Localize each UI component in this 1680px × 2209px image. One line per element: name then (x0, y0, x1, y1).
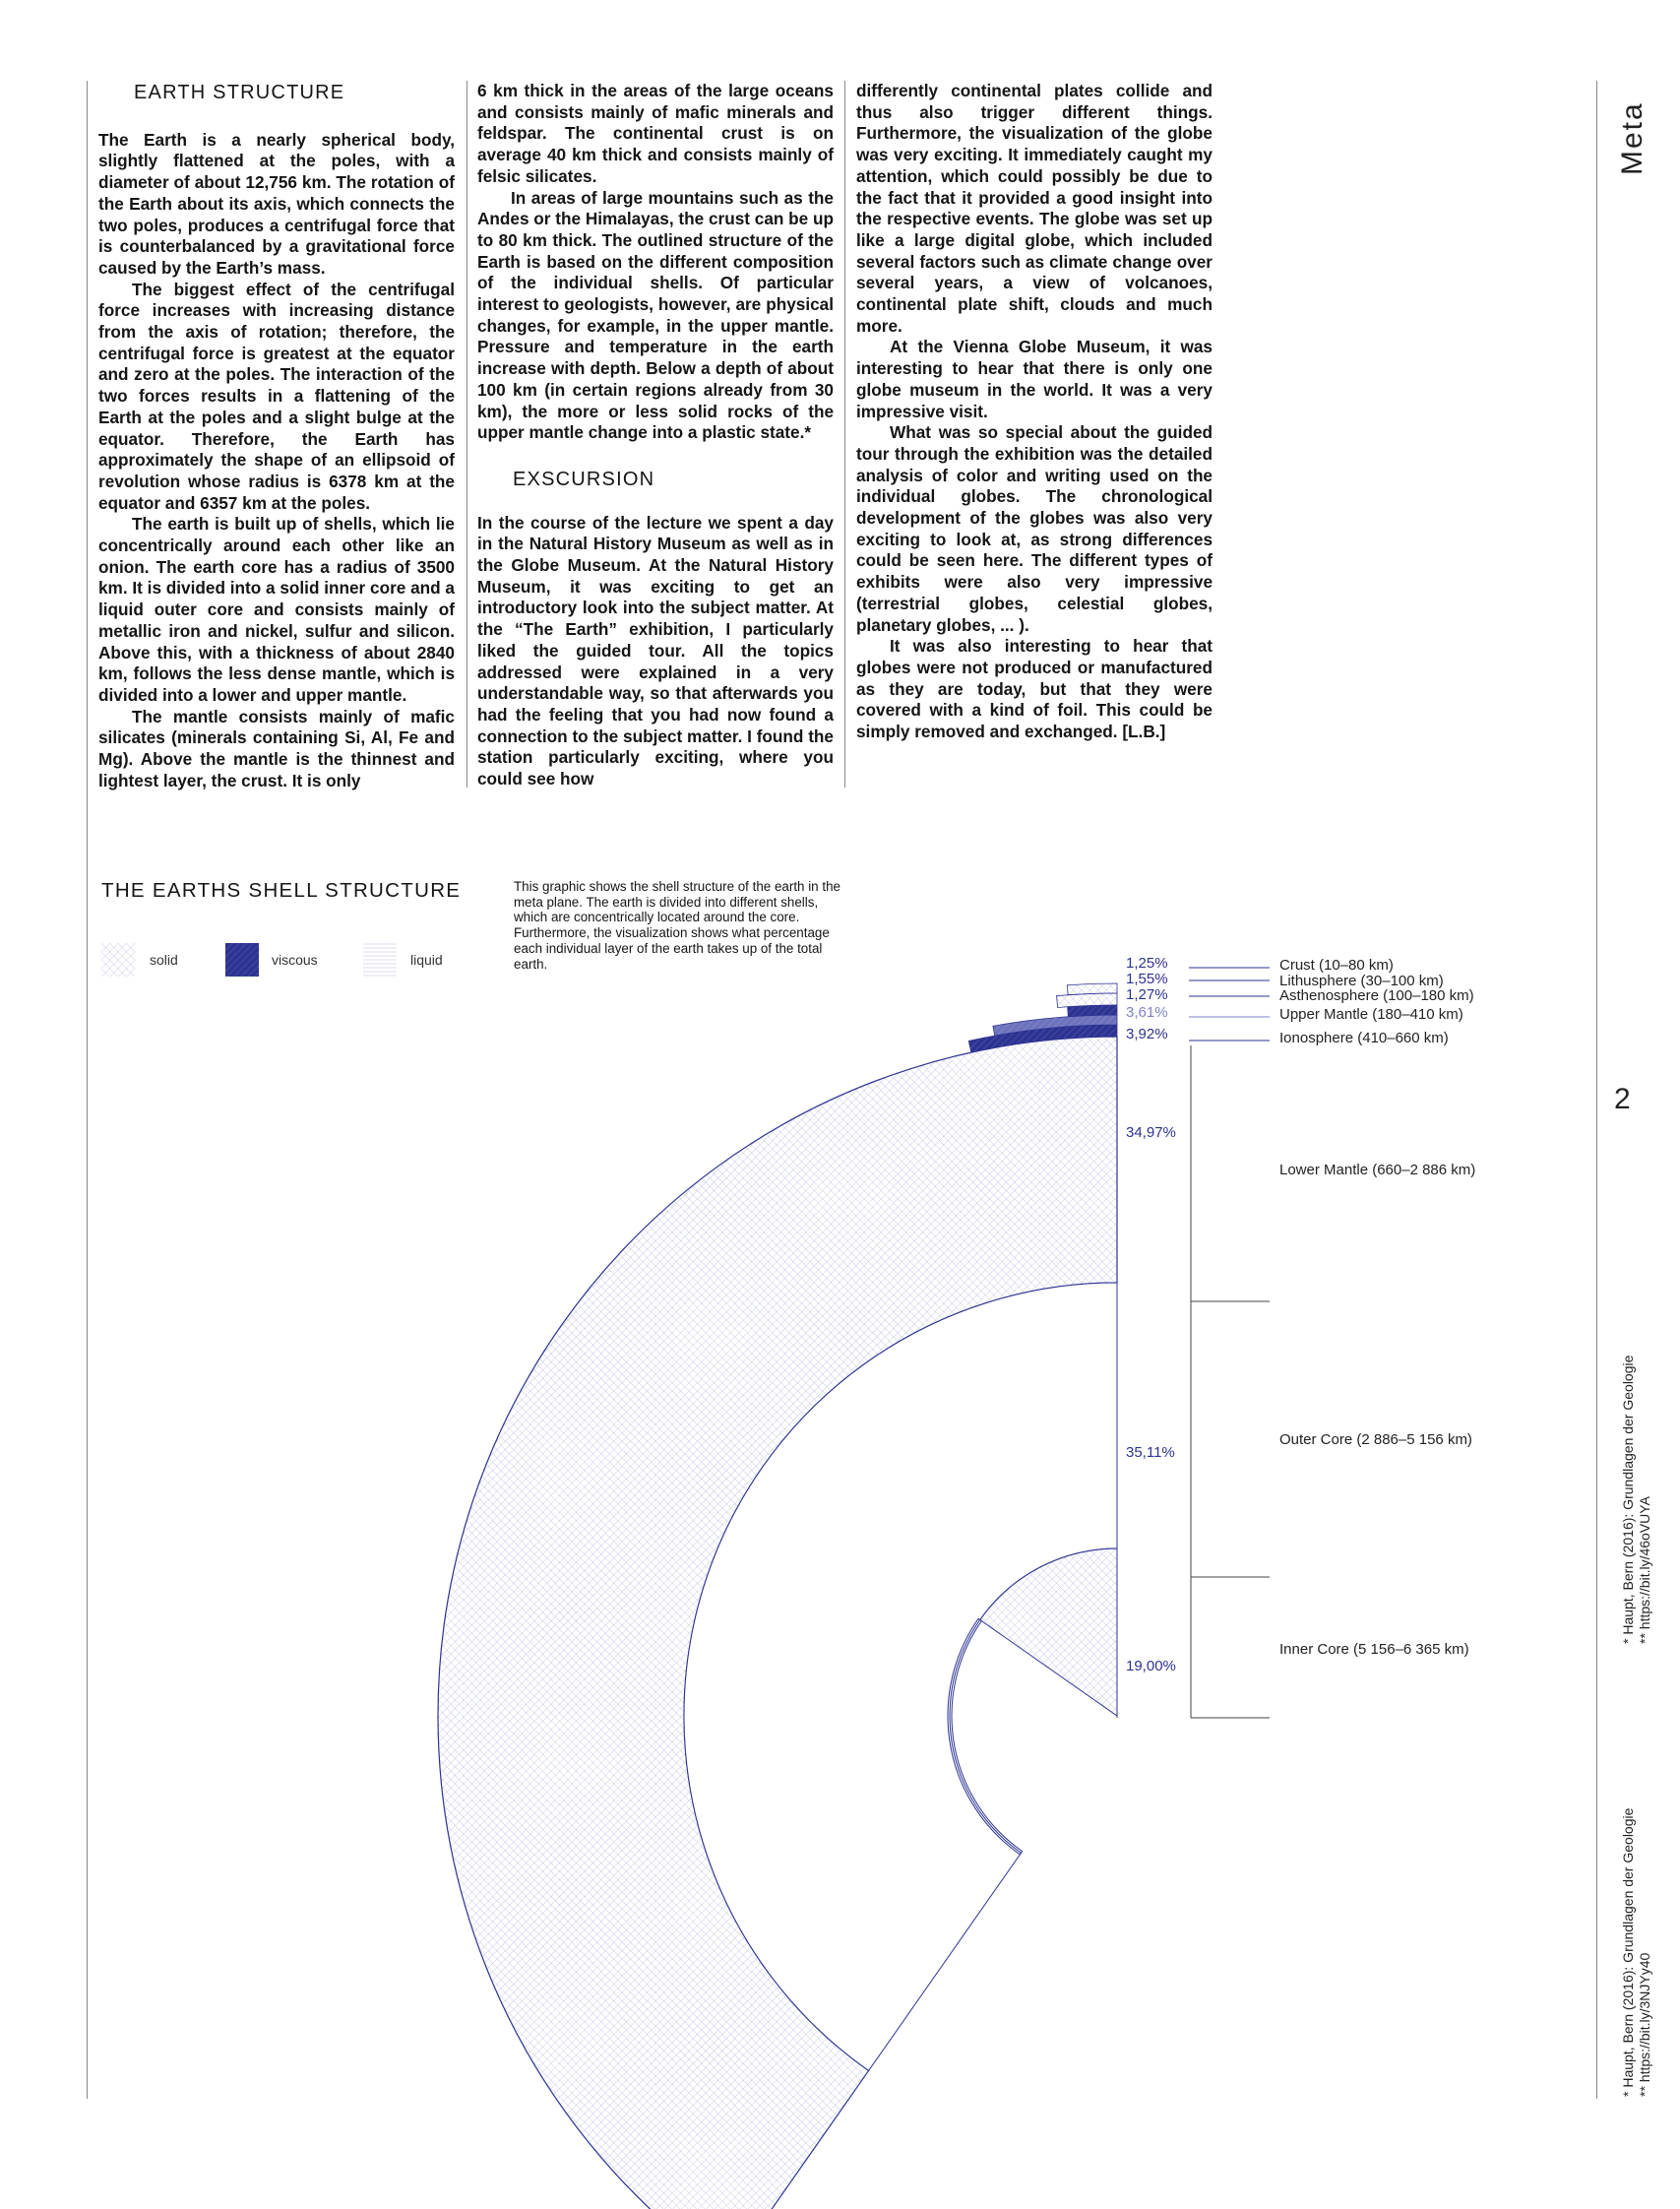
layer-name-label: Asthenosphere (100–180 km) (1279, 987, 1474, 1004)
paragraph: 6 km thick in the areas of the large oceans and consists mainly of mafic minerals and feldspar. The continental crust is on average 40 km thick and consists mainly of felsic silicates. (477, 81, 834, 186)
layer-name-label: Crust (10–80 km) (1279, 957, 1394, 974)
shell-crust (1067, 983, 1117, 995)
footnote: ** https://bit.ly/3NJYy40 (1637, 1952, 1652, 2097)
paragraph: In the course of the lecture we spent a day in the Natural History Museum as well as in the Globe Museum. At the Natural History Museum, it was exciting to get an introductory look into the subject matter. At the “The Earth” exhibition, I particularly liked the guided tour. All the topics addressed were explained in a very understandable way, so that afterwards you had the feeling that you had now found a connection to the subject matter. I found the station particularly exciting, where you could see how (477, 512, 834, 789)
layer-percent-label: 1,55% (1126, 971, 1168, 987)
layer-name-label: Inner Core (5 156–6 365 km) (1279, 1641, 1469, 1658)
layer-name-label: Lower Mantle (660–2 886 km) (1279, 1162, 1476, 1178)
paragraph: It was also interesting to hear that globes were not produced or manufactured as they are today, but that they were covered with a kind of foil. This could be simply removed and exchanged. [L.B.] (856, 636, 1213, 742)
legend-label-liquid: liquid (410, 952, 443, 968)
paragraph: The Earth is a nearly spherical body, slightly flattened at the poles, with a diameter of about 12,756 km. The rotation of the Earth about its axis, which connects the two poles, produces a centrifugal force that is counterbalanced by a gravitational force caused by the Earth’s mass. (98, 129, 455, 278)
graphic-title: THE EARTHS SHELL STRUCTURE (101, 879, 462, 902)
paragraph: In areas of large mountains such as the Andes or the Himalayas, the crust can be up to 80 km thick. The outlined structure of the Earth is based on the different composition of the individual shells. Of particular interest to geologists, however, are physical changes, for example, in the upper mantle. Pressure and temperature in the earth increase with depth. Below a depth of about 100 km (in certain regions already from 30 km), the more or less solid rocks of the upper mantle change into a plastic state.* (477, 187, 834, 443)
legend-label-viscous: viscous (272, 952, 318, 968)
shell-wedges (438, 983, 1117, 2209)
layer-name-label: Outer Core (2 886–5 156 km) (1279, 1431, 1472, 1448)
graphic-description: This graphic shows the shell structure of the earth in the meta plane. The earth is divided into different shells, which are concentrically located around the core. Furthermore, the visualization shows what percentage each individual layer of the earth takes up of the total earth. (514, 879, 840, 972)
heading-excursion: EXSCURSION (513, 468, 655, 490)
layer-percent-label: 35,11% (1126, 1444, 1175, 1461)
shell-asthenosphere (1068, 1005, 1117, 1017)
page-number: 2 (1614, 1083, 1631, 1115)
shell-labels (1117, 955, 1475, 1718)
paragraph: The mantle consists mainly of mafic silicates (minerals containing Si, Al, Fe and Mg). Above the mantle is the thinnest and lightest layer, the crust. It is only (98, 706, 455, 790)
heading-earth-structure: EARTH STRUCTURE (134, 82, 345, 103)
paragraph: The biggest effect of the centrifugal force increases with increasing distance from the axis of rotation; therefore, the centrifugal force is greatest at the equator and zero at the poles. The interaction of the two forces results in a flattening of the Earth at the poles and a slight bulge at the equator. Therefore, the Earth has approximately the shape of an ellipsoid of revolution whose radius is 6378 km at the equator and 6357 km at the poles. (98, 279, 455, 513)
layer-percent-label: 1,27% (1126, 986, 1168, 1003)
layer-percent-label: 19,00% (1126, 1658, 1176, 1674)
section-label: Meta (1616, 101, 1649, 175)
layer-name-label: Lithusphere (30–100 km) (1279, 973, 1444, 989)
paragraph: differently continental plates collide and thus also trigger different things. Furthermore, the visualization of the globe was very exciting. It immediately caught my attention, which could possibly be due to the fact that it provided a good insight into the respective events. The globe was set up like a large digital globe, which included several factors such as climate change over several years, a view of volcanoes, continental plate shift, clouds and much more. (856, 81, 1213, 336)
paragraph: At the Vienna Globe Museum, it was interesting to hear that there is only one globe museum in the world. It was a very impressive visit. (856, 337, 1213, 421)
layer-percent-label: 1,25% (1126, 955, 1168, 972)
layer-percent-label: 34,97% (1126, 1124, 1176, 1141)
layer-name-label: Upper Mantle (180–410 km) (1279, 1006, 1463, 1023)
legend-label-solid: solid (150, 952, 178, 968)
paragraph: What was so special about the guided tour through the exhibition was the detailed analysis of color and writing used on the individual globes. The chronological development of the globes was also very exciting to look at, as strong differences could be seen here. The different types of exhibits were also very impressive (terrestrial globes, celestial globes, planetary globes, ... ). (856, 422, 1213, 635)
shell-lithusphere (1057, 993, 1117, 1008)
layer-name-label: Ionosphere (410–660 km) (1279, 1030, 1449, 1046)
footnote: * Haupt, Bern (2016): Grundlagen der Geologie (1620, 1807, 1636, 2097)
footnote: ** https://bit.ly/46oVUYA (1637, 1496, 1652, 1644)
layer-percent-label: 3,92% (1126, 1026, 1168, 1042)
layer-percent-label: 3,61% (1126, 1004, 1168, 1021)
footnote: * Haupt, Bern (2016): Grundlagen der Geologie (1620, 1355, 1636, 1644)
paragraph: The earth is built up of shells, which lie concentrically around each other like an onion. The earth core has a radius of 3500 km. It is divided into a solid inner core and a liquid outer core and consists mainly of metallic iron and nickel, sulfur and silicon. Above this, with a thickness of about 2840 km, follows the less dense mantle, which is divided into a lower and upper mantle. (98, 514, 455, 705)
footnotes-bottom (1620, 1808, 1653, 2097)
footnotes-top (1620, 1356, 1653, 1644)
